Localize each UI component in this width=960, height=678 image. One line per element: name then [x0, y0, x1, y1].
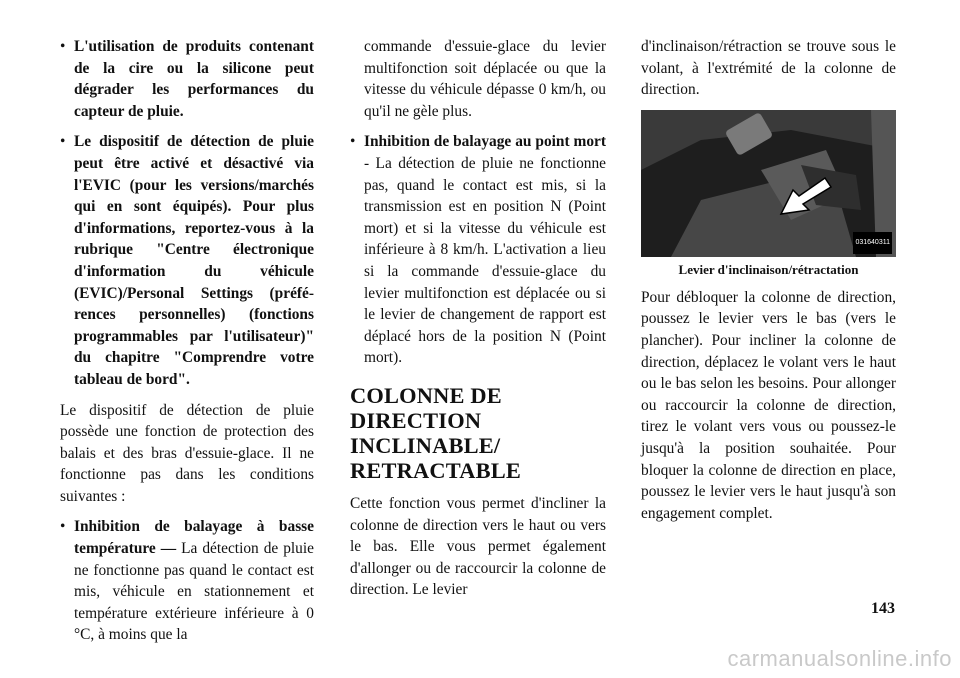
- column-2: [350, 36, 606, 610]
- body-paragraph: Pour débloquer la colonne de direction, poussez le levier vers le bas (vers le plancher). Pour incliner la colonne de direction, déplacez le volant vers le haut ou le bas selon les besoins. Pour allonger ou raccourcir la colonne de direction, tirez le volant vers vous ou poussez-le jusqu'à la position souhaitée. Pour bloquer la colonne de direction en place, poussez le levier vers le haut jusqu'à son engagement complet.: [641, 288, 896, 522]
- list-item: • Le dispositif de détection de pluie peut être activé et désactivé via l'EVIC (pour les versions/marchés qui en sont équipés). Pour plus d'informations, reportez-vous à la rubrique "Centre électronique d'information du véhicule (EVIC)/Personal Settings (préférences personnelles) (fonctions programmables par l'utilisateur)" du chapitre "Comprendre votre tableau de bord".: [60, 131, 314, 390]
- list-item-continued: commande d'essuie-glace du levier multifonction soit déplacée ou que la vitesse du véhicule dépasse 0 km/h, ou qu'il ne gèle plus.: [364, 38, 606, 120]
- list-item: • L'utilisation de produits contenant de la cire ou la silicone peut dégrader les performances du capteur de pluie.: [60, 36, 314, 122]
- figure-caption: Levier d'inclinaison/rétractation: [678, 261, 859, 277]
- body-paragraph: Le dispositif de détection de pluie possède une fonction de protection des balais et des bras d'essuie-glace. Il ne fonctionne pas dans les conditions suivantes :: [60, 401, 314, 505]
- body-paragraph: Cette fonction vous permet d'incliner la colonne de direction vers le haut ou vers le bas. Elle vous permet également d'allonger ou de raccourcir la colonne de direction. Le levier: [350, 494, 606, 599]
- figure-code: 031640311: [853, 232, 892, 254]
- column-1: [60, 36, 314, 655]
- steering-column-lever-photo: [641, 110, 896, 257]
- watermark: carmanualsonline.info: [727, 646, 952, 671]
- column-3: [641, 36, 896, 533]
- body-paragraph: d'inclinaison/rétraction se trouve sous le volant, à l'extrémité de la colonne de direction.: [641, 38, 896, 99]
- section-heading: COLONNE DE DIRECTION INCLINABLE/ RETRACTABLE: [350, 382, 521, 483]
- page-number: 143: [871, 600, 895, 617]
- list-item: • Inhibition de balayage au point mort - La détection de pluie ne fonctionne pas, quand le contact est mis, si la transmission est en position N (Point mort) et si la vitesse du véhicule est inférieure à 8 km/h. L'activation a lieu si la commande d'essuie-glace du levier multifonction est déplacée ou si le levier de changement de rapport est déplacé hors de la position N (Point mort).: [350, 131, 606, 369]
- list-item: • Inhibition de balayage à basse température — La détection de pluie ne fonctionne pas quand le contact est mis, véhicule en stationnement et température extérieure inférieure à 0 °C, à moins que la: [60, 516, 314, 646]
